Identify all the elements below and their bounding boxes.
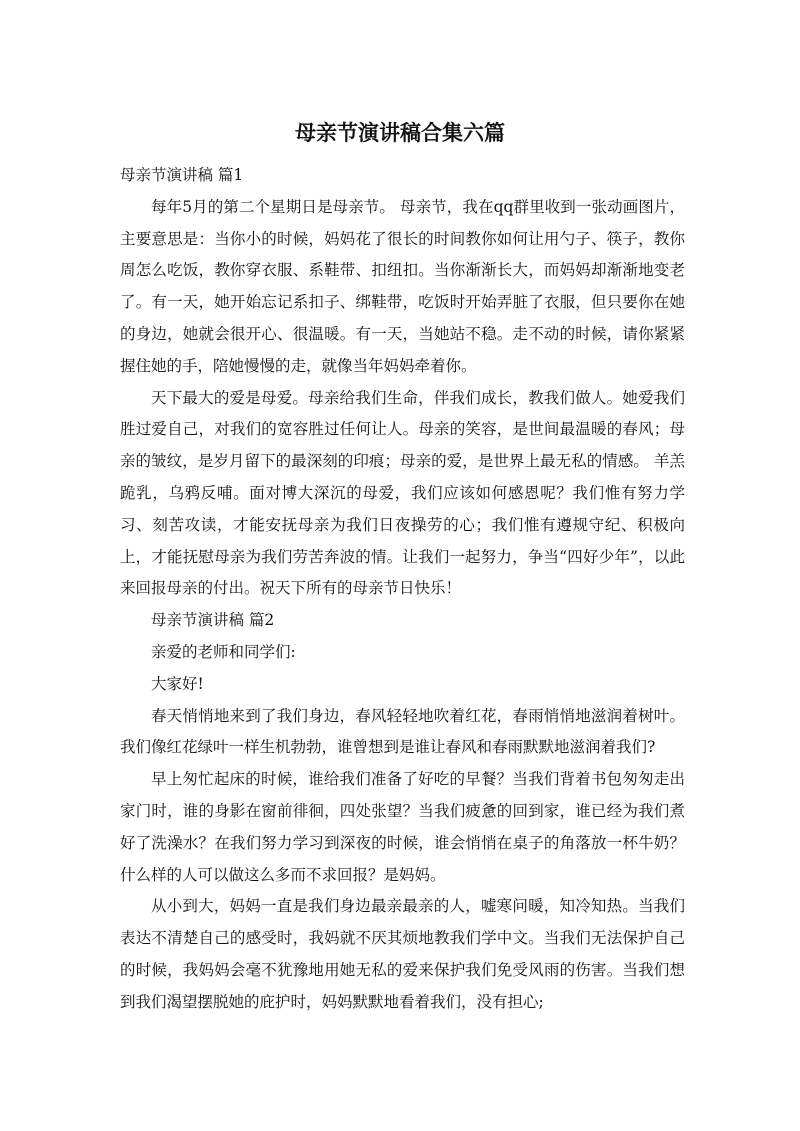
section-heading: 母亲节演讲稿 篇1 xyxy=(120,166,244,184)
paragraph: 早上匆忙起床的时候，谁给我们准备了好吃的早餐？当我们背着书包匆匆走出家门时，谁的身影在窗前徘徊，四处张望？当我们疲惫的回到家，谁已经为我们煮好了洗澡水？在我们努力学习到深夜的时候，谁会悄悄在桌子的角落放一杯牛奶？什么样的人可以做这么多而不求回报？是妈妈。 xyxy=(120,770,685,884)
paragraph: 天下最大的爱是母爱。母亲给我们生命，伴我们成长，教我们做人。她爱我们胜过爱自己，对我们的宽容胜过任何让人。母亲的笑容，是世间最温暖的春风；母亲的皱纹，是岁月留下的最深刻的印痕；母亲的爱，是世界上最无私的情感。 羊羔跪乳，乌鸦反哺。面对博大深沉的母爱，我们应该如何感恩呢？我们惟有努力学习、刻苦攻读，才能安抚母亲为我们日夜操劳的心；我们惟有遵规守纪、积极向上，才能抚慰母亲为我们劳苦奔波的情。让我们一起努力，争当“四好少年”，以此来回报母亲的付出。祝天下所有的母亲节日快乐！ xyxy=(120,388,685,598)
document-body xyxy=(120,160,685,1019)
paragraph: 从小到大，妈妈一直是我们身边最亲最亲的人，嘘寒问暖，知冷知热。当我们表达不清楚自己的感受时，我妈就不厌其烦地教我们学中文。当我们无法保护自己的时候，我妈妈会毫不犹豫地用她无私的爱来保护我们免受风雨的伤害。当我们想到我们渴望摆脱她的庇护时，妈妈默默地看着我们，没有担心; xyxy=(120,897,685,1011)
paragraph: 每年5月的第二个星期日是母亲节。 母亲节，我在qq群里收到一张动画图片，主要意思是：当你小的时候，妈妈花了很长的时间教你如何让用勺子、筷子，教你周怎么吃饭，教你穿衣服、系鞋带、扣纽扣。当你渐渐长大，而妈妈却渐渐地变老了。有一天，她开始忘记系扣子、绑鞋带，吃饭时开始弄脏了衣服，但只要你在她的身边，她就会很开心、很温暖。有一天，当她站不稳。走不动的时候，请你紧紧握住她的手，陪她慢慢的走，就像当年妈妈牵着你。 xyxy=(120,197,685,375)
paragraph: 春天悄悄地来到了我们身边，春风轻轻地吹着红花，春雨悄悄地滋润着树叶。我们像红花绿叶一样生机勃勃，谁曾想到是谁让春风和春雨默默地滋润着我们? xyxy=(120,706,685,757)
document-title: 母亲节演讲稿合集六篇 xyxy=(295,121,505,145)
section-heading: 母亲节演讲稿 篇2 xyxy=(151,611,275,630)
salutation: 亲爱的老师和同学们: xyxy=(151,642,296,661)
greeting: 大家好! xyxy=(151,674,204,693)
